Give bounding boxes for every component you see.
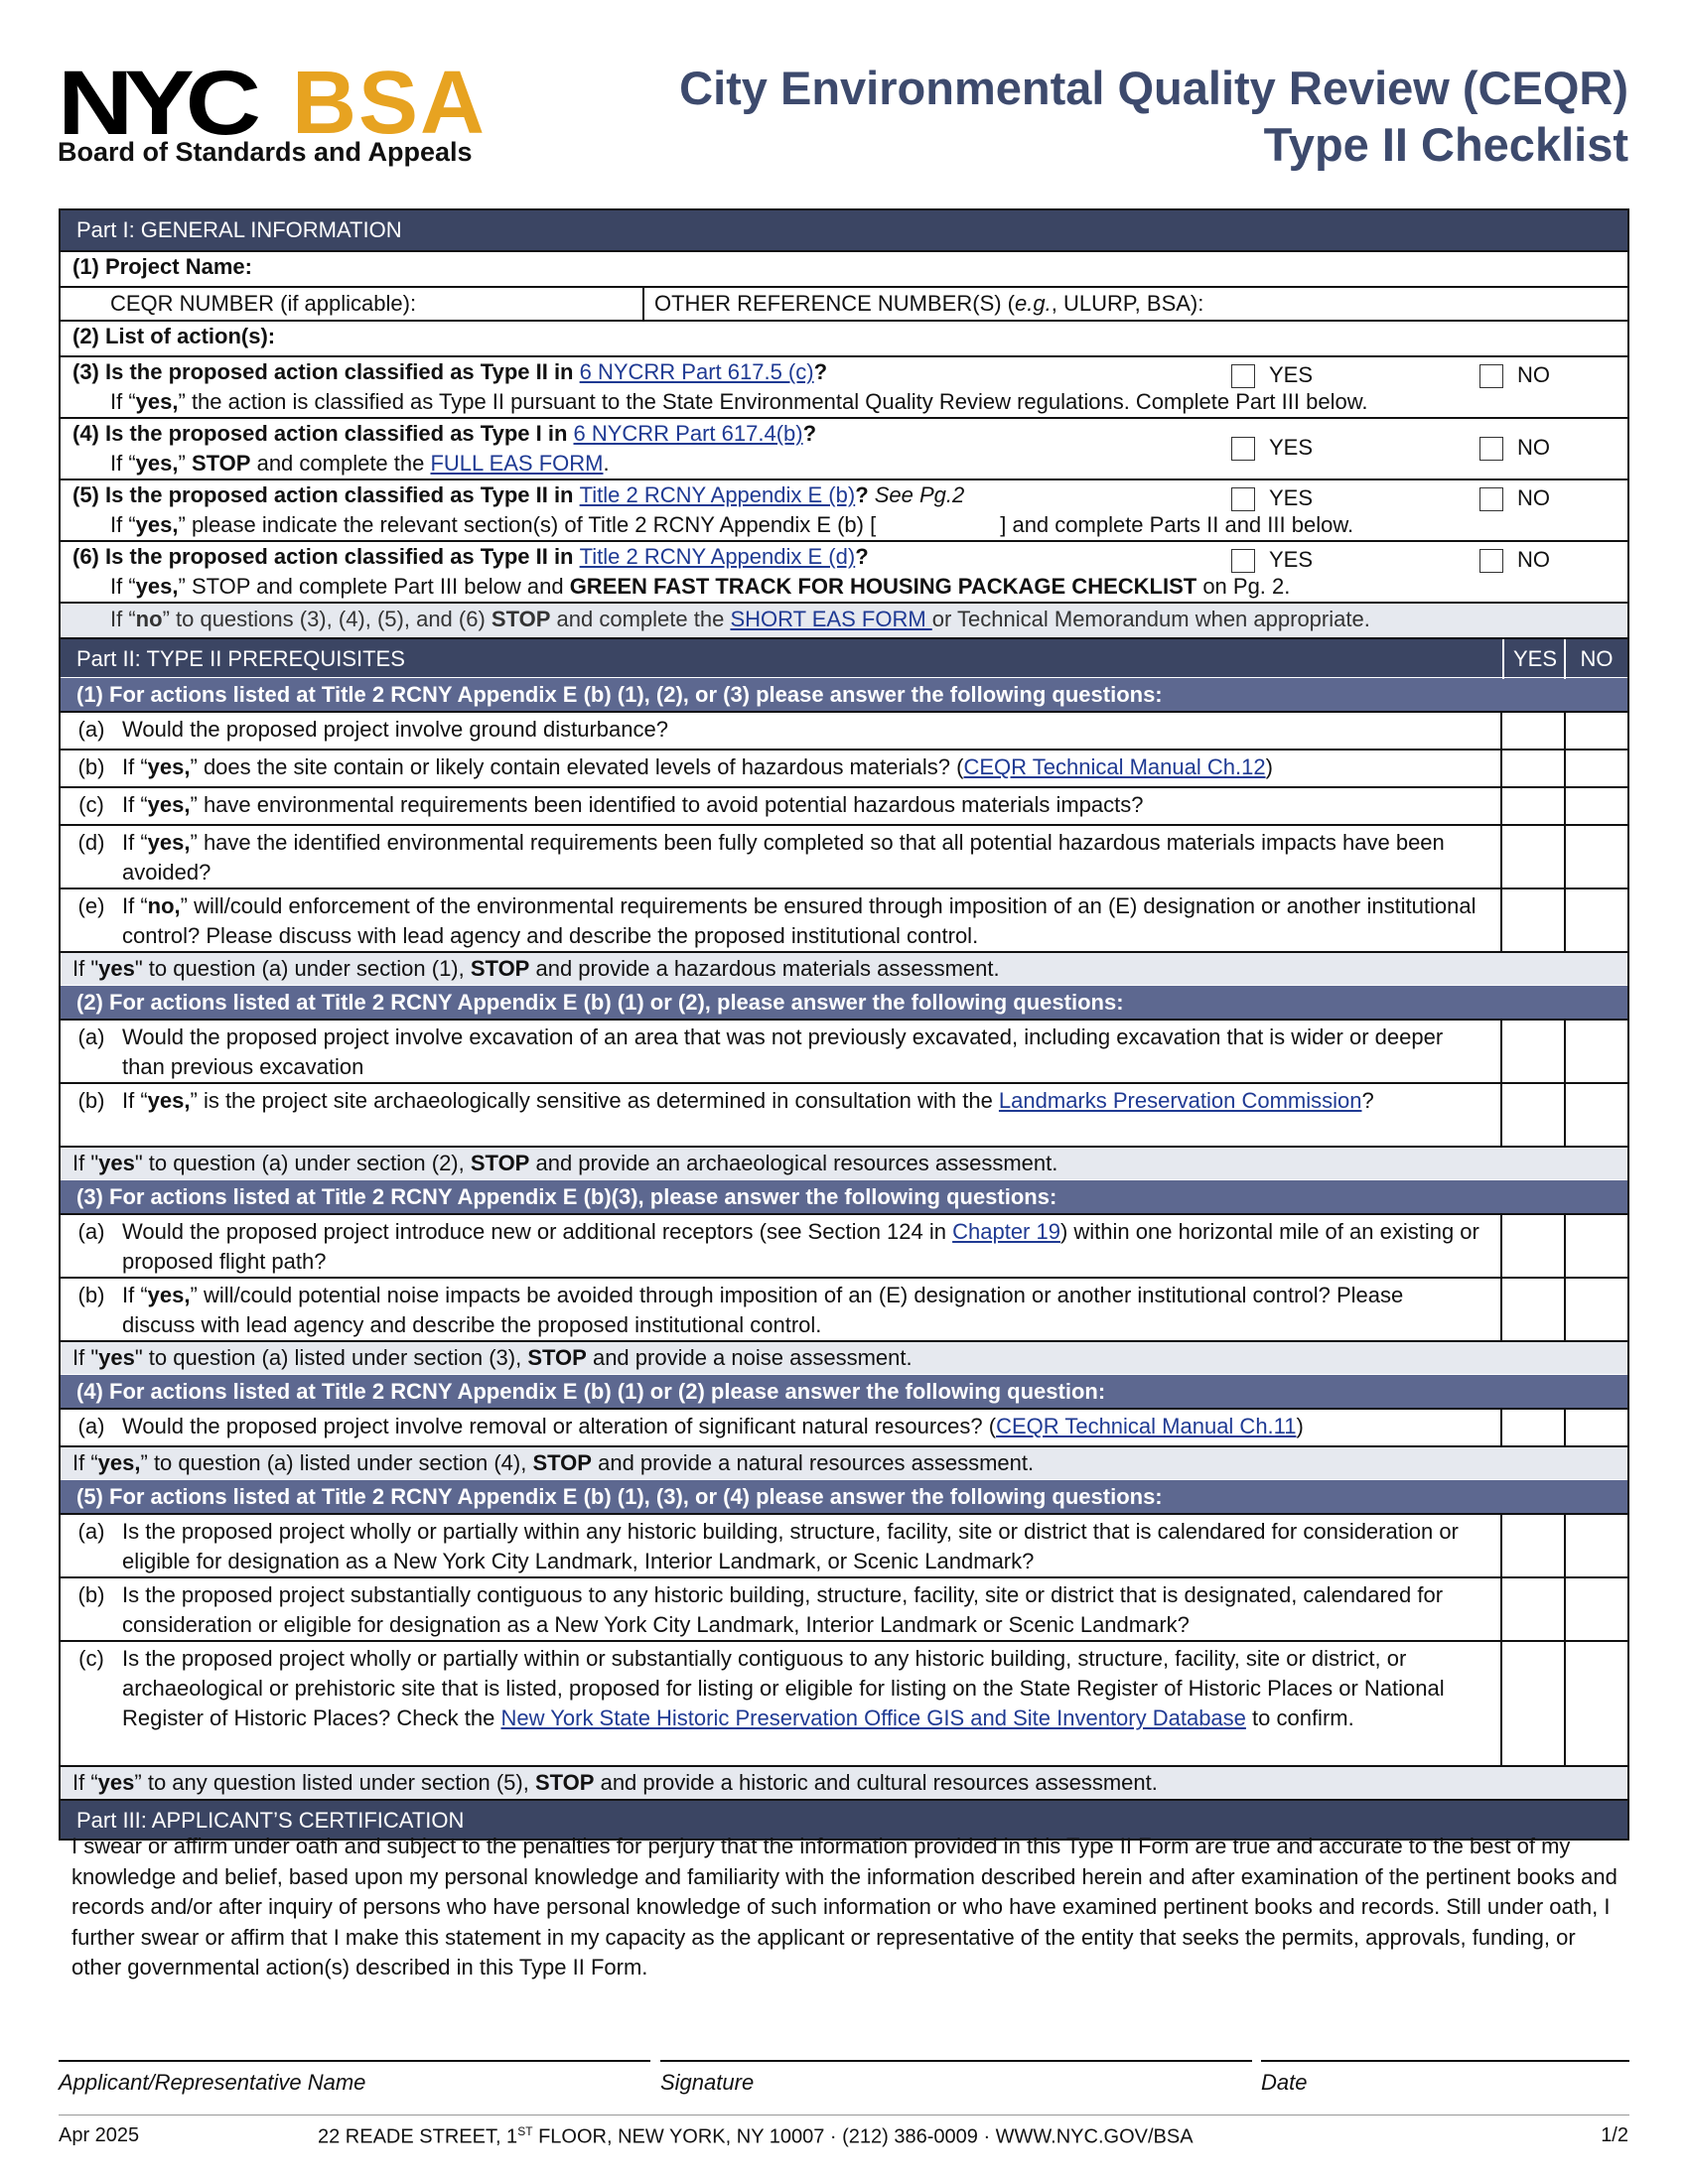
no-cell[interactable]	[1564, 788, 1627, 824]
no-cell[interactable]	[1564, 1410, 1627, 1445]
section4-note: If “yes,” to question (a) listed under section (4), STOP and provide a natural resources assessment.	[61, 1445, 1627, 1479]
logo-subtitle: Board of Standards and Appeals	[58, 137, 473, 167]
project-name-row[interactable]: (1) Project Name:	[61, 250, 1627, 286]
q3-yes[interactable]: YES	[1217, 360, 1313, 390]
logo-bsa: BSA	[292, 54, 488, 153]
nycrr-617-5-link[interactable]: 6 NYCRR Part 617.5 (c)	[579, 359, 814, 384]
no-cell[interactable]	[1564, 1578, 1627, 1640]
section2-header: (2) For actions listed at Title 2 RCNY Appendix E (b) (1) or (2), please answer the following questions:	[61, 985, 1627, 1019]
page-title: City Environmental Quality Review (CEQR) Type II Checklist	[679, 62, 1628, 171]
s5-question-b: (b) Is the proposed project substantially contiguous to any historic building, structure, facility, site or district that is designated, calendared for consideration or eligible for designation as a New York City Landmark, Interior Landmark or Scenic Landmark?	[61, 1576, 1627, 1640]
s1-question-e: (e) If “no,” will/could enforcement of the environmental requirements be ensured through imposition of an (E) designation or another institutional control? Please discuss with lead agency and describe the proposed institutional control.	[61, 887, 1627, 951]
section2-note: If "yes" to question (a) under section (2), STOP and provide an archaeological resources assessment.	[61, 1146, 1627, 1179]
s1-question-c: (c) If “yes,” have environmental requirements been identified to avoid potential hazardous materials impacts?	[61, 786, 1627, 824]
q6-no[interactable]: NO	[1466, 545, 1550, 575]
no-cell[interactable]	[1564, 1215, 1627, 1277]
ceqr-number-field[interactable]: CEQR NUMBER (if applicable):	[61, 288, 644, 320]
section5-note: If “yes” to any question listed under section (5), STOP and provide a historic and cultural resources assessment.	[61, 1765, 1627, 1799]
section1-header: (1) For actions listed at Title 2 RCNY Appendix E (b) (1), (2), or (3) please answer the following questions:	[61, 677, 1627, 711]
other-reference-field[interactable]: OTHER REFERENCE NUMBER(S) (e.g., ULURP, BSA):	[654, 291, 1204, 316]
no-cell[interactable]	[1564, 826, 1627, 887]
question-3: (3) Is the proposed action classified as Type II in 6 NYCRR Part 617.5 (c)? If “yes,” the action is classified as Type II pursuant to the State Environmental Quality Review regulations. Complete Part III below. YES NO	[61, 355, 1627, 417]
date-line[interactable]: Date	[1261, 2060, 1629, 2096]
landmarks-commission-link[interactable]: Landmarks Preservation Commission	[998, 1088, 1362, 1113]
question-4: (4) Is the proposed action classified as Type I in 6 NYCRR Part 617.4(b)? If “yes,” STOP and complete the FULL EAS FORM. YES NO	[61, 417, 1627, 478]
no-cell[interactable]	[1564, 1279, 1627, 1340]
yes-cell[interactable]	[1500, 1279, 1564, 1340]
q4-yes[interactable]: YES	[1217, 433, 1313, 463]
part2-header: Part II: TYPE II PREREQUISITES YES NO	[61, 637, 1627, 677]
part1-header: Part I: GENERAL INFORMATION	[61, 210, 1627, 250]
checklist-form	[59, 208, 1629, 1841]
s1-question-d: (d) If “yes,” have the identified environmental requirements been fully completed so that all potential hazardous materials impacts have been avoided?	[61, 824, 1627, 887]
yes-cell[interactable]	[1500, 713, 1564, 749]
s4-question-a: (a) Would the proposed project involve removal or alteration of significant natural resources? (CEQR Technical Manual Ch.11)	[61, 1408, 1627, 1445]
certification-text: I swear or affirm under oath and subject to the penalties for perjury that the information provided in this Type II Form are true and accurate to the best of my knowledge and belief, based upon my personal knowledge and familiarity with the information described herein and after examination of the pertinent books and records and/or after inquiry of persons who have personal knowledge of such information or who have examined pertinent books and records. Still under oath, I further swear or affirm that I make this statement in my capacity as the applicant or representative of the entity that seeks the permits, approvals, funding, or other governmental action(s) described in this Type II Form.	[71, 1834, 1618, 1979]
list-actions-row[interactable]: (2) List of action(s):	[61, 320, 1627, 355]
s3-question-a: (a) Would the proposed project introduce new or additional receptors (see Section 124 in Chapter 19) within one horizontal mile of an existing or proposed flight path?	[61, 1213, 1627, 1277]
full-eas-form-link[interactable]: FULL EAS FORM	[430, 451, 604, 476]
yes-cell[interactable]	[1500, 1642, 1564, 1765]
rcny-appendix-e-d-link[interactable]: Title 2 RCNY Appendix E (d)	[579, 544, 856, 569]
page-number: 1/2	[1601, 2124, 1628, 2146]
checkbox-icon	[1479, 437, 1503, 461]
ceqr-manual-ch11-link[interactable]: CEQR Technical Manual Ch.11	[996, 1414, 1297, 1438]
yes-column-header: YES	[1502, 639, 1566, 679]
checkbox-icon	[1231, 364, 1255, 388]
yes-cell[interactable]	[1500, 751, 1564, 786]
reference-row	[61, 286, 1627, 320]
yes-cell[interactable]	[1500, 889, 1564, 951]
question-6: (6) Is the proposed action classified as Type II in Title 2 RCNY Appendix E (d)? If “yes,” STOP and complete Part III below and GREEN FAST TRACK FOR HOUSING PACKAGE CHECKLIST on Pg. 2. YES NO	[61, 540, 1627, 602]
q6-yes[interactable]: YES	[1217, 545, 1313, 575]
section3-note: If "yes" to question (a) listed under section (3), STOP and provide a noise assessment.	[61, 1340, 1627, 1374]
yes-cell[interactable]	[1500, 1084, 1564, 1146]
chapter-19-link[interactable]: Chapter 19	[952, 1219, 1060, 1244]
part1-note: If “no” to questions (3), (4), (5), and (6) STOP and complete the SHORT EAS FORM or Technical Memorandum when appropriate.	[61, 602, 1627, 637]
checkbox-icon	[1231, 549, 1255, 573]
checkbox-icon	[1231, 487, 1255, 511]
no-column-header: NO	[1564, 639, 1627, 679]
section1-note: If "yes" to question (a) under section (1), STOP and provide a hazardous materials assessment.	[61, 951, 1627, 985]
s1-question-a: (a) Would the proposed project involve ground disturbance?	[61, 711, 1627, 749]
q4-no[interactable]: NO	[1466, 433, 1550, 463]
no-cell[interactable]	[1564, 1642, 1627, 1765]
ceqr-manual-ch12-link[interactable]: CEQR Technical Manual Ch.12	[963, 754, 1266, 779]
signature-line[interactable]: Signature	[660, 2060, 1252, 2096]
part3-header: Part III: APPLICANT’S CERTIFICATION	[61, 1799, 1627, 1839]
yes-cell[interactable]	[1500, 1410, 1564, 1445]
yes-cell[interactable]	[1500, 1578, 1564, 1640]
no-cell[interactable]	[1564, 1021, 1627, 1082]
no-cell[interactable]	[1564, 1515, 1627, 1576]
no-cell[interactable]	[1564, 713, 1627, 749]
footer-date: Apr 2025	[59, 2124, 140, 2146]
checkbox-icon	[1231, 437, 1255, 461]
question-5: (5) Is the proposed action classified as Type II in Title 2 RCNY Appendix E (b)? See Pg.2 If “yes,” please indicate the relevant section(s) of Title 2 RCNY Appendix E (b) [ ] and complete Parts II and III below. YES NO	[61, 478, 1627, 540]
checkbox-icon	[1479, 364, 1503, 388]
s2-question-b: (b) If “yes,” is the project site archaeologically sensitive as determined in consultation with the Landmarks Preservation Commission?	[61, 1082, 1627, 1146]
no-cell[interactable]	[1564, 751, 1627, 786]
no-cell[interactable]	[1564, 889, 1627, 951]
s2-question-a: (a) Would the proposed project involve excavation of an area that was not previously excavated, including excavation that is wider or deeper than previous excavation	[61, 1019, 1627, 1082]
section4-header: (4) For actions listed at Title 2 RCNY Appendix E (b) (1) or (2) please answer the following question:	[61, 1374, 1627, 1408]
yes-cell[interactable]	[1500, 826, 1564, 887]
s1-question-b: (b) If “yes,” does the site contain or likely contain elevated levels of hazardous materials? (CEQR Technical Manual Ch.12)	[61, 749, 1627, 786]
yes-cell[interactable]	[1500, 1215, 1564, 1277]
nyc-bsa-logo	[58, 53, 494, 172]
yes-cell[interactable]	[1500, 1021, 1564, 1082]
s5-question-c: (c) Is the proposed project wholly or partially within or substantially contiguous to any historic building, structure, facility, site or district, or archaeological or prehistoric site that is listed, proposed for listing or eligible for listing on the State Register of Historic Places or National Register of Historic Places? Check the New York State Historic Preservation Office GIS and Site Inventory Database to confirm.	[61, 1640, 1627, 1765]
footer-address: 22 READE STREET, 1ST FLOOR, NEW YORK, NY 10007 · (212) 386-0009 · WWW.NYC.GOV/BSA	[318, 2124, 1194, 2148]
checkbox-icon	[1479, 549, 1503, 573]
nys-shpo-database-link[interactable]: New York State Historic Preservation Office GIS and Site Inventory Database	[500, 1706, 1246, 1730]
applicant-name-line[interactable]: Applicant/Representative Name	[59, 2060, 650, 2096]
q3-no[interactable]: NO	[1466, 360, 1550, 390]
yes-cell[interactable]	[1500, 1515, 1564, 1576]
footer-divider	[59, 2115, 1629, 2116]
s3-question-b: (b) If “yes,” will/could potential noise impacts be avoided through imposition of an (E) designation or another institutional control? Please discuss with lead agency and describe the proposed institutional control.	[61, 1277, 1627, 1340]
s5-question-a: (a) Is the proposed project wholly or partially within any historic building, structure, facility, site or district that is calendared for consideration or eligible for designation as a New York City Landmark, Interior Landmark, or Scenic Landmark?	[61, 1513, 1627, 1576]
no-cell[interactable]	[1564, 1084, 1627, 1146]
yes-cell[interactable]	[1500, 788, 1564, 824]
checkbox-icon	[1479, 487, 1503, 511]
q5-yes[interactable]: YES	[1217, 483, 1313, 513]
q5-no[interactable]: NO	[1466, 483, 1550, 513]
section3-header: (3) For actions listed at Title 2 RCNY Appendix E (b)(3), please answer the following questions:	[61, 1179, 1627, 1213]
section5-header: (5) For actions listed at Title 2 RCNY Appendix E (b) (1), (3), or (4) please answer the following questions:	[61, 1479, 1627, 1513]
rcny-appendix-e-b-link[interactable]: Title 2 RCNY Appendix E (b)	[579, 482, 856, 507]
nycrr-617-4-link[interactable]: 6 NYCRR Part 617.4(b)	[573, 421, 803, 446]
logo-nyc: NYC	[58, 53, 252, 154]
short-eas-form-link[interactable]: SHORT EAS FORM	[730, 607, 932, 631]
